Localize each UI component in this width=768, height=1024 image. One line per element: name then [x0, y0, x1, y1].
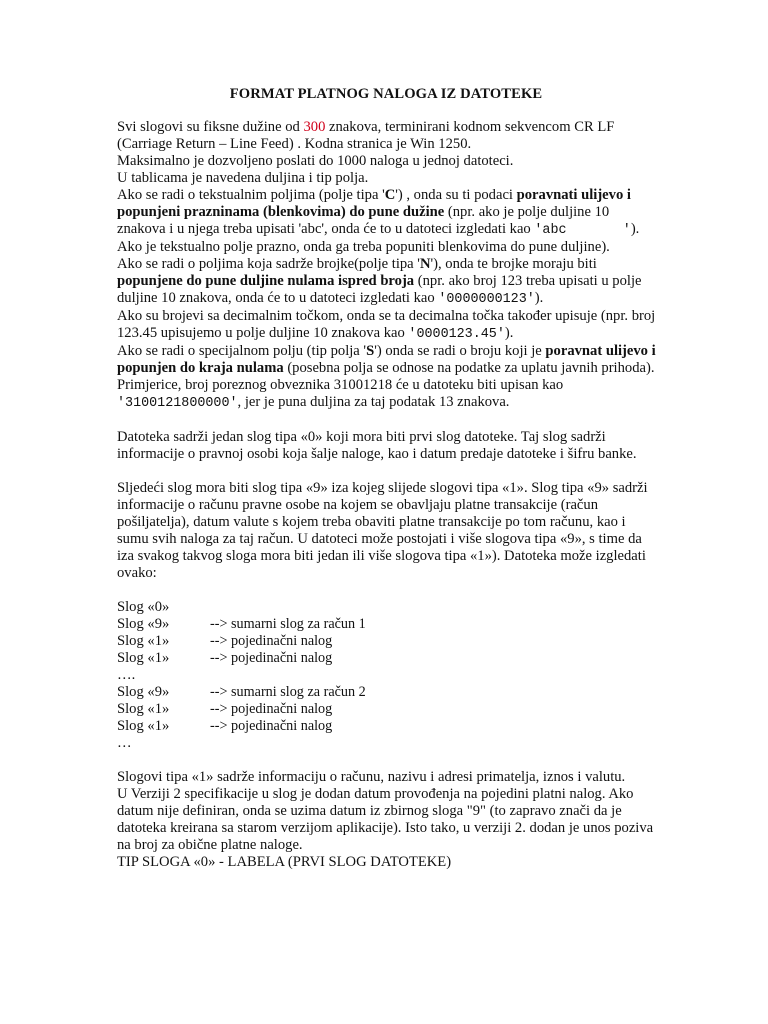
- text-span: Ako su brojevi sa decimalnim točkom, onda se ta decimalna točka također upisuje (npr. broj 123.45 upisujemo u polje duljine 10 znakova kao: [117, 308, 656, 341]
- section-heading: TIP SLOGA «0» - LABELA (PRVI SLOG DATOTEKE): [117, 854, 452, 870]
- number-field-rule: [117, 256, 657, 308]
- record-description: --> pojedinačni nalog: [210, 701, 333, 717]
- spacer: [117, 463, 657, 480]
- record-type: Slog «9»: [117, 616, 170, 632]
- record-description: --> pojedinačni nalog: [210, 633, 333, 649]
- type-code: N: [419, 256, 431, 272]
- list-item: [117, 684, 657, 701]
- bold-rule: poravnati ulijevo i popunjeni prazninama (blenkovima) do pune dužine: [117, 187, 631, 220]
- text-span: , jer je puna duljina za taj podatak 13 znakova.: [237, 394, 510, 410]
- type-code: S: [366, 343, 375, 359]
- bold-rule: poravnat ulijevo i popunjen do kraja nulama: [117, 343, 656, 376]
- text-span: (npr. ako broj 123 treba upisati u polje duljine 10 znakova, onda će to u datoteci izgledati kao: [117, 273, 642, 306]
- spacer: [117, 412, 657, 429]
- record-zero-paragraph: Datoteka sadrži jedan slog tipa «0» koji mora biti prvi slog datoteke. Taj slog sadrži informacije o pravnoj osobi koja šalje naloge, kao i datum predaje datoteke i šifru banke.: [117, 429, 637, 462]
- record-description: --> sumarni slog za račun 1: [210, 616, 366, 632]
- list-item: [117, 701, 657, 718]
- code-example: '0000123.45': [408, 327, 505, 342]
- highlighted-number: 300: [303, 119, 326, 135]
- bold-rule: popunjene do pune duljine nulama ispred broja: [117, 273, 415, 289]
- record-description: --> pojedinačni nalog: [210, 650, 333, 666]
- record-description: --> pojedinačni nalog: [210, 718, 333, 734]
- list-item: [117, 616, 657, 633]
- text-span: ') , onda su ti podaci: [395, 187, 517, 203]
- record-type: Slog «1»: [117, 701, 170, 717]
- list-item: [117, 650, 657, 667]
- version-two-paragraph: U Verziji 2 specifikacije u slog je dodan datum provođenja na pojedini platni nalog. Ako datum nije definiran, onda se uzima datum iz zbirnog sloga "9" (to zapravo znači da je datoteka kreirana sa starom verzijom aplikacije). Isto tako, u verziji 2. dodan je unos poziva na broj za obične platne naloge.: [117, 786, 654, 853]
- record-one-paragraph: Slogovi tipa «1» sadrže informaciju o računu, nazivu i adresi primatelja, iznos i valutu.: [117, 769, 626, 785]
- text-span: Ako se radi o tekstualnim poljima (polje tipa ': [117, 187, 385, 203]
- record-type: ….: [117, 667, 136, 683]
- record-nine-paragraph: Sljedeći slog mora biti slog tipa «9» iza kojeg slijede slogovi tipa «1». Slog tipa «9» sadrži informacije o računu pravne osobe na kojem se obavljaju platne transakcije (račun pošiljatelja), datum valute s kojem treba obaviti platne transakcije po tom računu, kao i sumu svih naloga za taj račun. U datoteci može postojati i više slogova tipa «9», s time da iza svakog takvog sloga mora biti jedan ili više slogova tipa «1»). Datoteka može izgledati ovako:: [117, 480, 648, 581]
- record-type: Slog «9»: [117, 684, 170, 700]
- intro-paragraph: [117, 119, 657, 153]
- list-item: [117, 718, 657, 735]
- record-description: --> sumarni slog za račun 2: [210, 684, 366, 700]
- list-item: [117, 633, 657, 650]
- page-title: FORMAT PLATNOG NALOGA IZ DATOTEKE: [229, 86, 543, 102]
- text-span: '), onda te brojke moraju biti: [430, 256, 597, 272]
- record-type: Slog «1»: [117, 650, 170, 666]
- record-list: [117, 599, 657, 752]
- record-type: Slog «0»: [117, 599, 170, 615]
- spacer: [117, 752, 657, 769]
- list-item: [117, 667, 657, 684]
- table-info-line: U tablicama je navedena duljina i tip polja.: [117, 170, 369, 186]
- text-span: Svi slogovi su fiksne dužine od: [117, 119, 304, 135]
- type-code: C: [384, 187, 396, 203]
- list-item: [117, 599, 657, 616]
- record-type: Slog «1»: [117, 718, 170, 734]
- text-span: (npr. ako je polje duljine 10 znakova i u njega treba upisati 'abc', onda će to u datoteci izgledati kao: [117, 204, 610, 237]
- max-orders-line: Maksimalno je dozvoljeno poslati do 1000 naloga u jednoj datoteci.: [117, 153, 514, 169]
- text-span: znakova, terminirani kodnom sekvencom CR LF (Carriage Return – Line Feed) . Kodna stranica je Win 1250.: [117, 119, 615, 152]
- code-example: '3100121800000': [117, 396, 238, 411]
- text-span: Ako se radi o specijalnom polju (tip polja ': [117, 343, 367, 359]
- document-body: [117, 86, 657, 871]
- spacer: [117, 582, 657, 599]
- text-span: ).: [504, 325, 514, 341]
- list-item: [117, 735, 657, 752]
- special-field-rule: [117, 343, 657, 412]
- text-span: Ako se radi o poljima koja sadrže brojke(polje tipa ': [117, 256, 420, 272]
- text-span: ).: [630, 221, 640, 237]
- text-span: ') onda se radi o broju koji je: [374, 343, 546, 359]
- code-example: '0000000123': [438, 292, 535, 307]
- record-type: …: [117, 735, 132, 751]
- text-field-rule: [117, 187, 657, 239]
- code-example: 'abc ': [534, 223, 631, 238]
- decimal-rule: [117, 308, 657, 343]
- text-span: ).: [534, 290, 544, 306]
- text-span: (posebna polja se odnose na podatke za uplatu javnih prihoda). Primjerice, broj poreznog obveznika 31001218 će u datoteku biti upisan kao: [117, 360, 655, 393]
- empty-field-rule: Ako je tekstualno polje prazno, onda ga treba popuniti blenkovima do pune duljine).: [117, 239, 610, 255]
- record-type: Slog «1»: [117, 633, 170, 649]
